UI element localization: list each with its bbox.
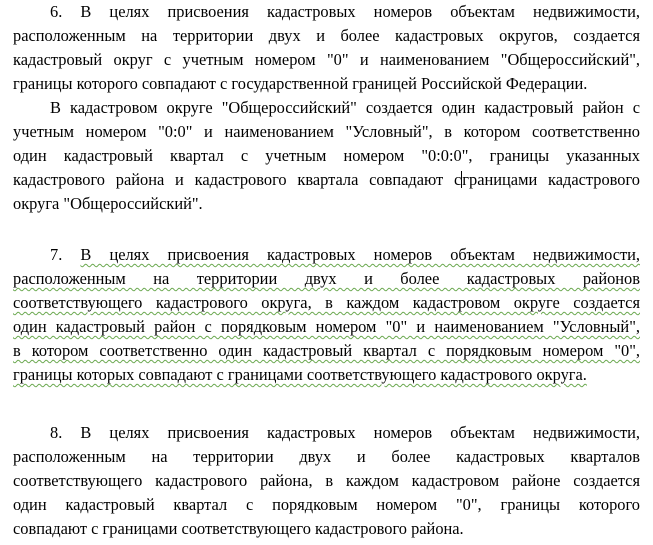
paragraph-6b-line-3 [13, 144, 640, 168]
paragraph-8-line-3: соответствующего кадастрового района, в каждом кадастровом районе создается [13, 471, 640, 490]
paragraph-7-line-4: один кадастровый район с порядковым номером "0" и наименованием "Условный", [13, 317, 640, 336]
paragraph-6b-line-4-before: кадастрового района и кадастрового квартала совпадают с [13, 170, 462, 189]
paragraph-6b-line-1: В кадастровом округе "Общероссийский" создается один кадастровый район с [50, 98, 640, 117]
paragraph-7-line-3: соответствующего кадастрового округа, в каждом кадастровом округе создается [13, 293, 640, 312]
paragraph-6b-line-4-after: границами кадастрового [462, 170, 640, 189]
paragraph-6b-line-2: учетным номером "0:0" и наименованием "Условный", в котором соответственно [13, 122, 640, 141]
paragraph-8-line-1: 8. В целях присвоения кадастровых номеров объектам недвижимости, [50, 423, 640, 442]
paragraph-7-line-1-text: В целях присвоения кадастровых номеров объектам недвижимости, [80, 245, 640, 264]
paragraph-7-line-1 [50, 243, 640, 267]
paragraph-6-line-3: кадастровый округ с учетным номером "0" и наименованием "Общероссийский", [13, 50, 640, 69]
paragraph-8-line-4: один кадастровый квартал с порядковым номером "0", границы которого [13, 495, 640, 514]
paragraph-7-line-6: границы которых совпадают с границами соответствующего кадастрового округа. [13, 365, 587, 384]
paragraph-8-line-5: совпадают с границами соответствующего кадастрового района. [13, 519, 464, 538]
paragraph-8-line-2: расположенным на территории двух и более кадастровых кварталов [13, 447, 640, 466]
paragraph-7-number: 7. [50, 245, 63, 264]
paragraph-6-line-4: границы которого совпадают с государственной границей Российской Федерации. [13, 74, 588, 93]
paragraph-7-line-2: расположенным на территории двух и более кадастровых районов [13, 269, 640, 288]
paragraph-6-line-1: 6. В целях присвоения кадастровых номеров объектам недвижимости, [50, 2, 640, 21]
paragraph-6b-line-3-text: один кадастровый квартал с учетным номером "0:0:0", границы указанных [13, 146, 640, 165]
paragraph-7-line-5: в котором соответственно один кадастровый квартал с порядковым номером "0", [13, 341, 640, 360]
paragraph-6b-line-5: округа "Общероссийский". [13, 194, 203, 213]
paragraph-6b-line-4 [13, 168, 640, 192]
paragraph-6-line-2: расположенным на территории двух и более кадастровых округов, создается [13, 26, 640, 45]
